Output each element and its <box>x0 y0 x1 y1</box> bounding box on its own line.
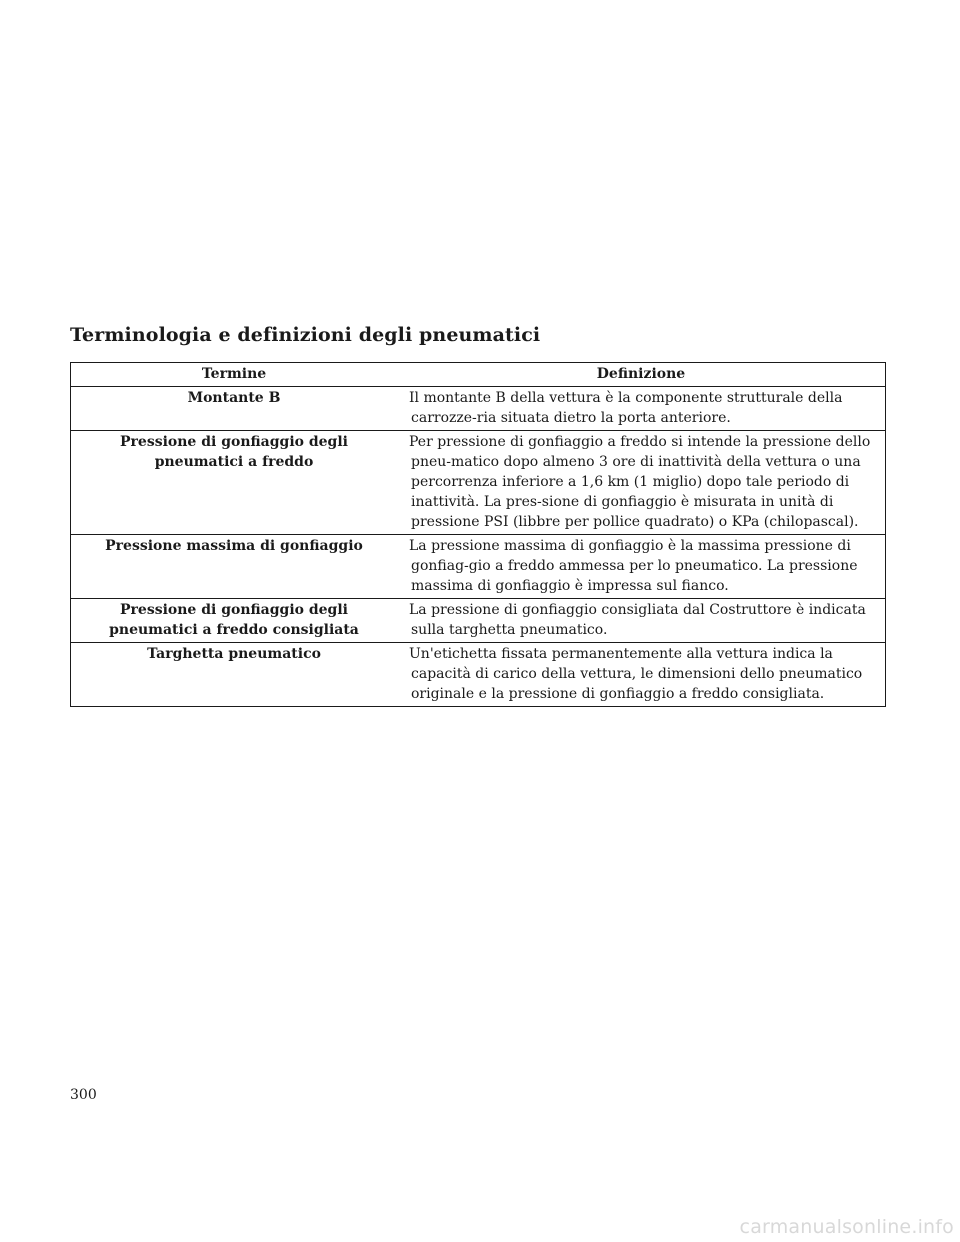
definition-cell: Un'etichetta fissata permanentemente alla vettura indica la capacità di carico della vettura, le dimensioni dello pneumatico originale e la pressione di gonfiaggio a freddo consigliata. <box>409 646 863 702</box>
header-definition: Definizione <box>596 366 686 382</box>
definition-cell: La pressione massima di gonfiaggio è la massima pressione di gonfiag-gio a freddo ammessa per lo pneumatico. La pressione massima di gonfiaggio è impressa sul fianco. <box>409 538 858 594</box>
table-row <box>71 599 886 643</box>
table-row <box>71 535 886 599</box>
table-row <box>71 643 886 707</box>
table-row <box>71 387 886 431</box>
definition-cell: La pressione di gonfiaggio consigliata dal Costruttore è indicata sulla targhetta pneumatico. <box>409 602 866 638</box>
table-header-row <box>71 363 886 387</box>
term-cell: Pressione massima di gonfiaggio <box>105 538 363 554</box>
table-row <box>71 431 886 535</box>
term-cell: Targhetta pneumatico <box>147 646 321 662</box>
term-cell: Pressione di gonfiaggio degli pneumatici a freddo <box>120 434 348 470</box>
definition-cell: Il montante B della vettura è la componente strutturale della carrozze-ria situata dietro la porta anteriore. <box>409 390 843 426</box>
header-term: Termine <box>201 366 267 382</box>
term-cell: Pressione di gonfiaggio degli pneumatici a freddo consigliata <box>109 602 359 638</box>
section-title: Terminologia e definizioni degli pneumatici <box>70 324 541 346</box>
watermark: carmanualsonline.info <box>739 1216 954 1238</box>
page-number: 300 <box>70 1087 97 1103</box>
term-cell: Montante B <box>187 390 281 406</box>
definition-cell: Per pressione di gonfiaggio a freddo si intende la pressione dello pneu-matico dopo almeno 3 ore di inattività della vettura o una percorrenza inferiore a 1,6 km (1 miglio) dopo tale periodo di inattività. La pres-sione di gonfiaggio è misurata in unità di pressione PSI (libbre per pollice quadrato) o KPa (chilopascal). <box>409 434 871 530</box>
tire-terminology-table <box>70 362 886 707</box>
